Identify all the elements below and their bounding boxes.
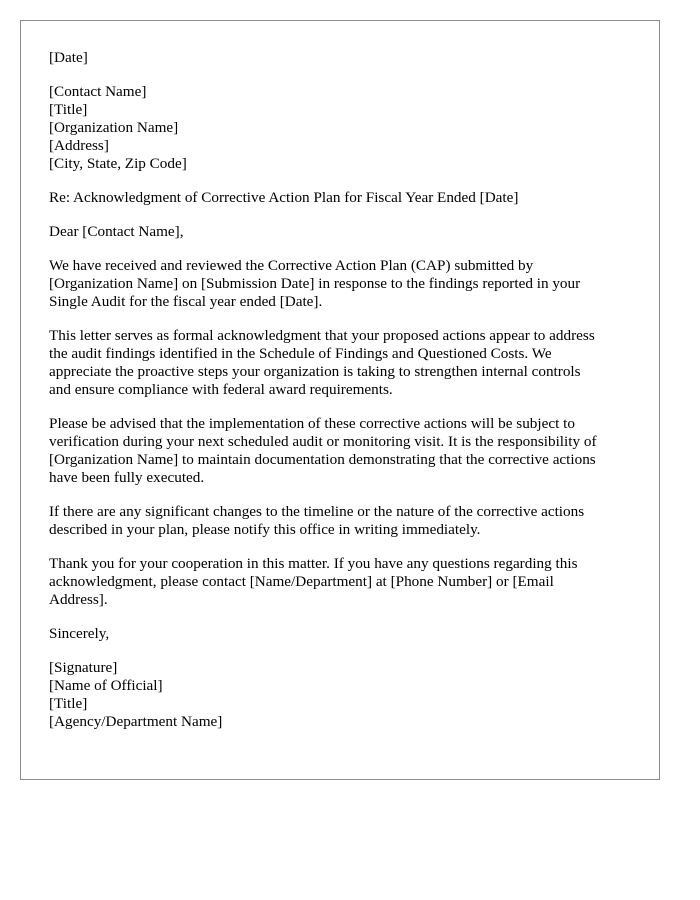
paragraph-line: described in your plan, please notify this office in writing immediately. xyxy=(49,521,481,538)
paragraph-line: Single Audit for the fiscal year ended [Date]. xyxy=(49,293,323,310)
body-paragraph-3 xyxy=(49,415,631,487)
recipient-contact-name: [Contact Name] xyxy=(49,83,147,100)
date-line: [Date] xyxy=(49,49,88,66)
closing xyxy=(49,625,631,643)
paragraph-line: and ensure compliance with federal award requirements. xyxy=(49,381,393,398)
letter-body xyxy=(49,257,631,609)
recipient-address-block xyxy=(49,83,631,173)
recipient-title: [Title] xyxy=(49,101,88,118)
body-paragraph-2 xyxy=(49,327,631,399)
recipient-address: [Address] xyxy=(49,137,109,154)
paragraph-line: This letter serves as formal acknowledgment that your proposed actions appear to address xyxy=(49,327,595,344)
paragraph-line: the audit findings identified in the Schedule of Findings and Questioned Costs. We xyxy=(49,345,552,362)
recipient-city-state-zip: [City, State, Zip Code] xyxy=(49,155,187,172)
recipient-organization: [Organization Name] xyxy=(49,119,179,136)
signature-line: [Signature] xyxy=(49,659,118,676)
paragraph-line: have been fully executed. xyxy=(49,469,205,486)
salutation-text: Dear [Contact Name], xyxy=(49,223,184,240)
body-paragraph-5 xyxy=(49,555,631,609)
paragraph-line: appreciate the proactive steps your organization is taking to strengthen internal controls xyxy=(49,363,581,380)
paragraph-line: Thank you for your cooperation in this matter. If you have any questions regarding this xyxy=(49,555,578,572)
subject-line xyxy=(49,189,631,207)
paragraph-line: We have received and reviewed the Corrective Action Plan (CAP) submitted by xyxy=(49,257,534,274)
paragraph-line: If there are any significant changes to the timeline or the nature of the corrective actions xyxy=(49,503,585,520)
paragraph-line: Address]. xyxy=(49,591,108,608)
signature-block xyxy=(49,659,631,731)
subject-text: Re: Acknowledgment of Corrective Action Plan for Fiscal Year Ended [Date] xyxy=(49,189,519,206)
agency-name: [Agency/Department Name] xyxy=(49,713,223,730)
body-paragraph-1 xyxy=(49,257,631,311)
letter-page xyxy=(20,20,660,780)
paragraph-line: Please be advised that the implementation of these corrective actions will be subject to xyxy=(49,415,575,432)
body-paragraph-4 xyxy=(49,503,631,539)
paragraph-line: [Organization Name] on [Submission Date] in response to the findings reported in your xyxy=(49,275,581,292)
letter-date xyxy=(49,49,631,67)
salutation xyxy=(49,223,631,241)
official-name: [Name of Official] xyxy=(49,677,163,694)
closing-text: Sincerely, xyxy=(49,625,110,642)
official-title: [Title] xyxy=(49,695,88,712)
paragraph-line: acknowledgment, please contact [Name/Department] at [Phone Number] or [Email xyxy=(49,573,554,590)
paragraph-line: [Organization Name] to maintain documentation demonstrating that the corrective actions xyxy=(49,451,596,468)
paragraph-line: verification during your next scheduled audit or monitoring visit. It is the responsibility of xyxy=(49,433,597,450)
